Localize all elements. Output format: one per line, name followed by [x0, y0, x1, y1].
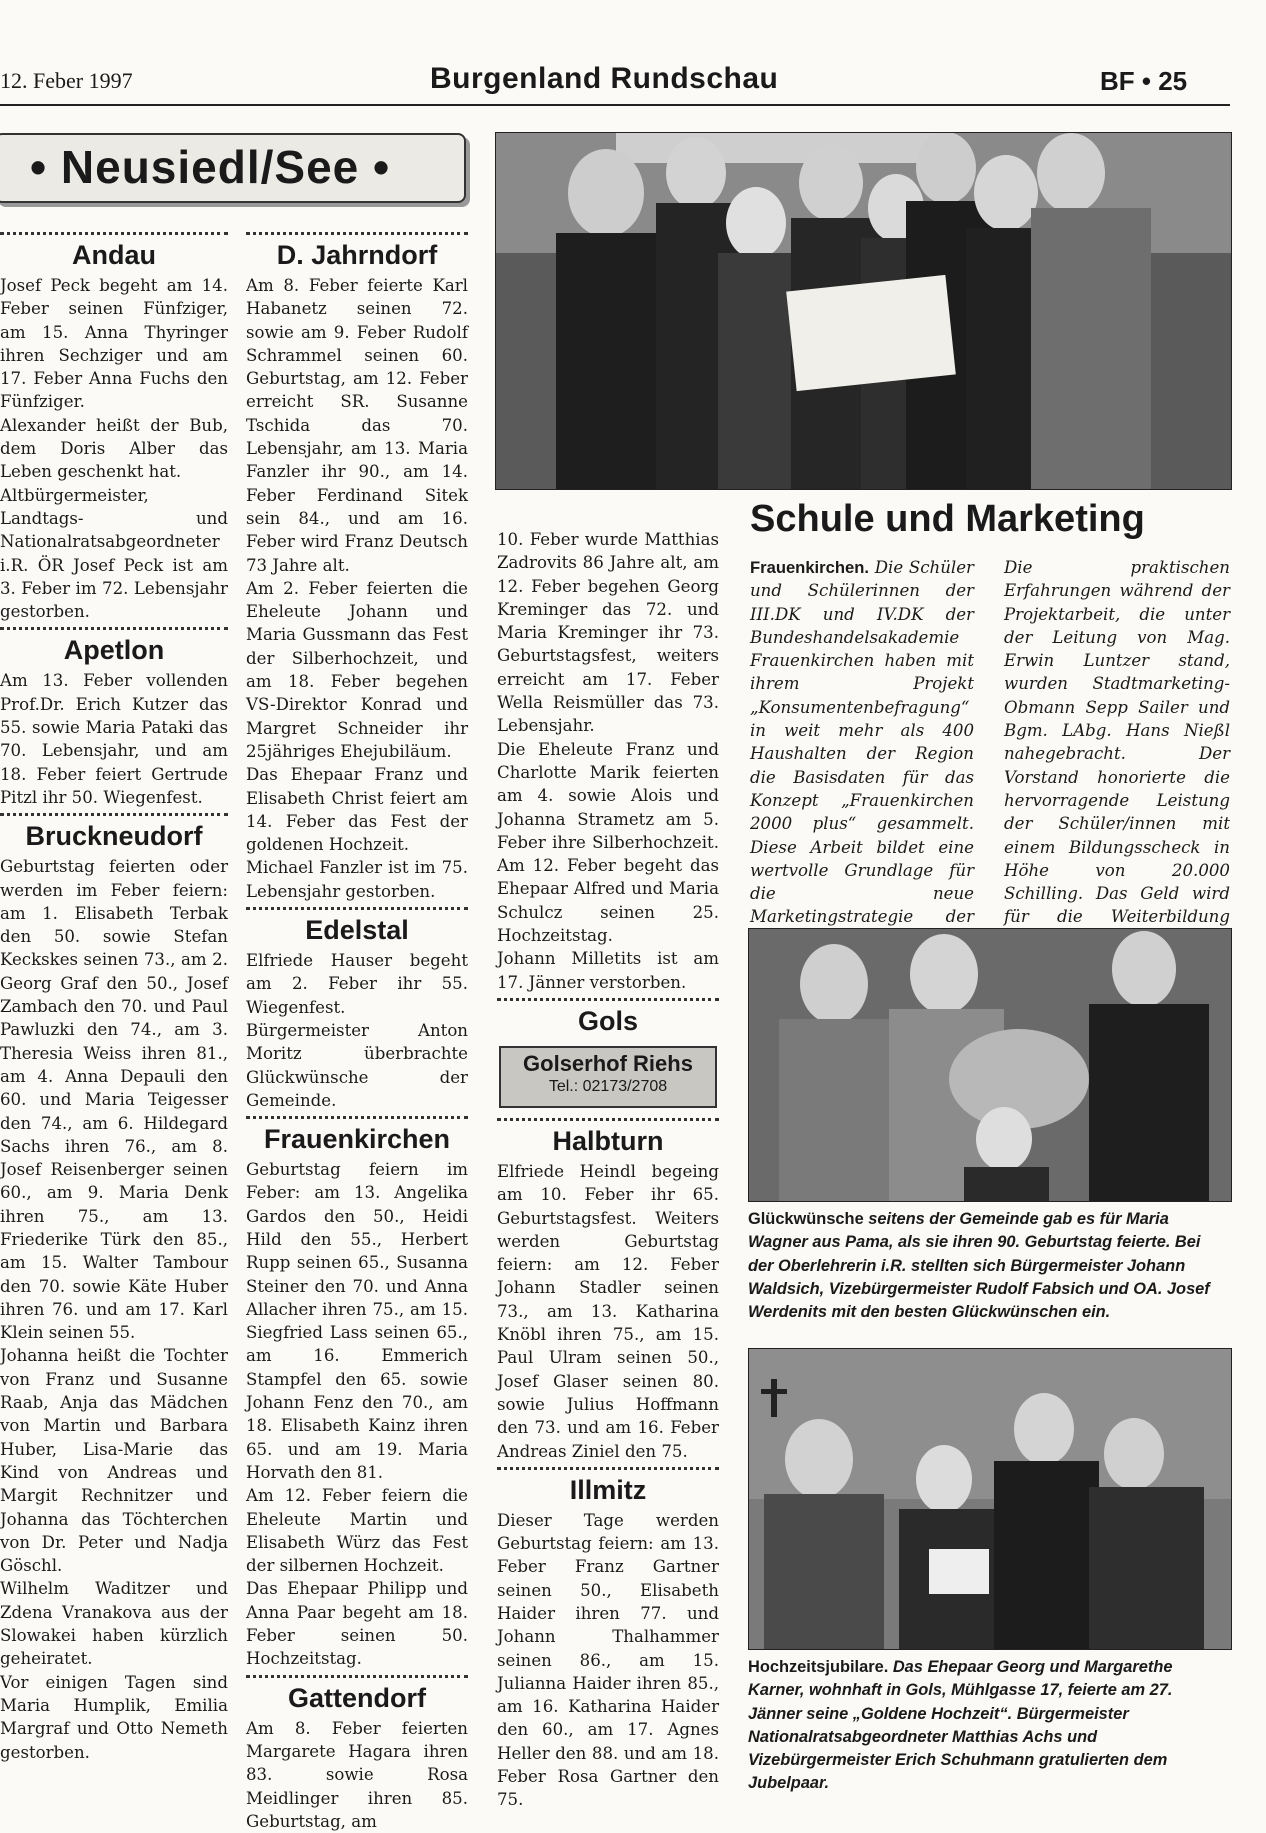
paragraph: Johanna heißt die Tochter von Franz und Susanne Raab, Anja das Mädchen von Martin und Barbara Huber, Lisa-Marie das Kind von Andreas und Margit Rechnitzer und Johanna das Töchterchen von Dr. Peter und Nadja Göschl.	[0, 1346, 228, 1576]
dotted-divider	[0, 232, 228, 235]
ad-name: Golserhof Riehs	[523, 1050, 693, 1076]
paragraph: Am 8. Feber feierte Karl Habanetz seinen 72. sowie am 9. Feber Rudolf Schrammel seinen 60. Geburtstag, am 12. Feber erreicht SR. Susanne Tschida das 70. Lebensjahr, am 13. Maria Fanzler ihr 90., am 14. Feber Ferdinand Sitek sein 84., und am 16. Feber wird Franz Deutsch 73 Jahre alt.	[246, 276, 468, 575]
paragraph: Wilhelm Waditzer und Zdena Vranakova aus der Slowakei haben kürzlich geheiratet.	[0, 1579, 228, 1669]
article-title: Schule und Marketing	[750, 498, 1145, 540]
article-column-2	[1004, 556, 1230, 952]
newspaper-title: Burgenland Rundschau	[430, 62, 779, 95]
heading-jahrndorf: D. Jahrndorf	[276, 240, 438, 270]
dotted-divider	[497, 998, 719, 1001]
article-lead: Frauenkirchen.	[750, 558, 869, 577]
dotted-divider	[246, 1675, 468, 1678]
dotted-divider	[497, 1118, 719, 1121]
ad-telephone: Tel.: 02173/2708	[548, 1078, 668, 1096]
caption-lead: Hochzeitsjubilare.	[748, 1658, 889, 1676]
paragraph: Elfriede Heindl begeing am 10. Feber ihr 65. Geburtstagsfest. Weiters werden Geburtstag feiern: am 12. Feber Johann Stadler seinen 73., am 13. Katharina Knöbl ihren 75., am 15. Paul Ulram seinen 50., Josef Glaser seinen 80. sowie Julius Hoffmann den 73. und am 16. Feber Andreas Ziniel den 75.	[497, 1161, 719, 1461]
heading-andau: Andau	[72, 240, 156, 270]
column-a	[0, 228, 228, 1764]
column-c	[497, 528, 719, 1812]
header-rule	[0, 104, 1230, 106]
heading-gattendorf: Gattendorf	[288, 1682, 426, 1713]
paragraph: Geburtstag feierten oder werden im Feber feiern: am 1. Elisabeth Terbak den 50. sowie Stefan Keckskes seinen 73., am 2. Georg Graf den 50., Josef Zambach den 70. und Paul Pawluzki den 74., am 3. Theresia Weiss ihren 81., am 4. Anna Depauli den 60. und Maria Teigesser den 74., am 6. Hildegard Sachs ihren 76., am 8. Josef Reisenberger seinen 60., am 9. Maria Denk ihren 75., am 13. Friederike Türk den 85., am 15. Walter Tambour den 70. sowie Käte Huber ihren 76. und am 17. Karl Klein seinen 55.	[0, 857, 228, 1343]
advertisement-box	[499, 1046, 717, 1108]
paragraph: Am 12. Feber feiern die Eheleute Martin und Elisabeth Würz das Fest der silbernen Hochzeit.	[246, 1486, 468, 1576]
article-column-1	[750, 556, 974, 952]
dotted-divider	[497, 1467, 719, 1470]
heading-illmitz: Illmitz	[569, 1474, 647, 1505]
paragraph: Johann Milletits ist am 17. Jänner verstorben.	[497, 949, 719, 992]
birthday-photo	[748, 928, 1232, 1202]
paragraph: Geburtstag feiern im Feber: am 13. Angelika Gardos den 50., Heidi Hild den 55., Herbert Rupp seinen 65., Susanna Steiner den 70. und Anna Allacher ihren 75., am 15. Siegfried Lass seinen 65., am 16. Emmerich Stampfel den 65. sowie Johann Fenz den 70., am 18. Elisabeth Kainz ihren 65. und am 19. Maria Horvath den 81.	[246, 1160, 468, 1482]
page-number: BF • 25	[1100, 66, 1188, 96]
paragraph: 10. Feber wurde Matthias Zadrovits 86 Jahre alt, am 12. Feber begehen Georg Kreminger das 72. und Maria Kreminger ihr 73. Geburtstagsfest, weiters erreicht am 17. Feber Wella Reismüller das 73. Lebensjahr.	[497, 530, 719, 736]
paragraph: Elfriede Hauser begeht am 2. Feber ihr 55. Wiegenfest. Bürgermeister Anton Moritz überbrachte Glückwünsche der Gemeinde.	[246, 951, 468, 1110]
paragraph: Dieser Tage werden Geburtstag feiern: am 13. Feber Franz Gartner seinen 50., Elisabeth Haider ihren 77. und Johann Thalhammer seinen 86., am 15. Julianna Haider ihren 85., am 16. Katharina Haider den 60., am 17. Agnes Heller den 88. und am 18. Feber Rosa Gartner den 75.	[497, 1510, 719, 1810]
dotted-divider	[246, 1116, 468, 1119]
heading-apetlon: Apetlon	[63, 635, 165, 666]
paragraph: Am 8. Feber feierten Margarete Hagara ihren 83. sowie Rosa Meidlinger ihren 85. Geburtstag, am	[246, 1718, 468, 1831]
caption-text: seitens der Gemeinde gab es für Maria Wagner aus Pama, als sie ihren 90. Geburtstag feierte. Bei der Oberlehrerin i.R. stellten sich Bürgermeister Johann Waldsich, Vizebürgermeister Rudolf Fabsich und OA. Josef Werdenits mit den besten Glückwünschen ein.	[748, 1210, 1210, 1322]
paragraph: Das Ehepaar Franz und Elisabeth Christ feiert am 14. Feber das Fest der goldenen Hochzeit.	[246, 765, 468, 855]
section-title: • Neusiedl/See •	[30, 141, 391, 193]
column-b	[246, 228, 468, 1833]
paragraph: Das Ehepaar Philipp und Anna Paar begeht am 18. Feber seinen 50. Hochzeitstag.	[246, 1579, 468, 1669]
heading-bruckneudorf: Bruckneudorf	[25, 821, 203, 852]
dotted-divider	[246, 907, 468, 910]
paragraph: Vor einigen Tagen sind Maria Humplik, Emilia Margraf und Otto Nemeth gestorben.	[0, 1672, 228, 1762]
dotted-divider	[246, 232, 468, 235]
photo-caption	[748, 1208, 1230, 1324]
article-text: Die Schüler und Schülerinnen der III.DK und IV.DK der Bundeshandelsakademie Frauenkirchen haben mit ihrem Projekt „Konsumentenbefragung“ in weit mehr als 400 Haushalten der Region die Basisdaten für das Konzept „Frauenkirchen 2000 plus“ gesammelt. Diese Arbeit bildet eine wertvolle Grundlage für die neue Marketingstrategie der	[750, 558, 974, 927]
paragraph: Am 2. Feber feierten die Eheleute Johann und Maria Gussmann das Fest der Silberhochzeit, und am 18. Feber begehen VS-Direktor Konrad und Margret Schneider ihr 25jähriges Ehejubiläum.	[246, 578, 468, 761]
paragraph: Am 13. Feber vollenden Prof.Dr. Erich Kutzer das 55. sowie Maria Pataki das 70. Lebensjahr, und am 18. Feber feiert Gertrude Pitzl ihr 50. Wiegenfest.	[0, 671, 228, 807]
paragraph: Die Eheleute Franz und Charlotte Marik feierten am 4. sowie Alois und Johanna Strametz am 5. Feber ihre Silberhochzeit. Am 12. Feber begeht das Ehepaar Alfred und Maria Schulcz seinen 25. Hochzeitstag.	[497, 739, 719, 946]
photo-caption	[748, 1656, 1230, 1796]
heading-halbturn: Halbturn	[552, 1125, 664, 1156]
heading-gols: Gols	[577, 1005, 638, 1036]
caption-lead: Glückwünsche	[748, 1210, 864, 1228]
paragraph: Alexander heißt der Bub, dem Doris Alber das Leben geschenkt hat.	[0, 415, 228, 482]
heading-frauenkirchen: Frauenkirchen	[263, 1124, 451, 1155]
article-text: Die praktischen Erfahrungen während der Projektarbeit, die unter der Leitung von Mag. Erwin Luntzer stand, wurden Stadtmarketing-Obmann Sepp Sailer und Bgm. LAbg. Hans Nießl nahegebracht. Der Vorstand honorierte die hervorragende Leistung der Schüler/innen mit einem Bildungsscheck in Höhe von 20.000 Schilling. Das Geld wird für die Weiterbildung	[1004, 558, 1230, 927]
issue-date: 12. Feber 1997	[0, 68, 133, 93]
dotted-divider	[0, 627, 228, 630]
group-photo-certificate	[495, 132, 1232, 490]
dotted-divider	[0, 813, 228, 816]
paragraph: Altbürgermeister, Landtags- und Nationalratsabgeordneter i.R. ÖR Josef Peck ist am 3. Feber im 72. Lebensjahr gestorben.	[0, 485, 228, 622]
heading-edelstal: Edelstal	[305, 915, 409, 946]
anniversary-photo	[748, 1348, 1232, 1650]
paragraph: Michael Fanzler ist im 75. Lebensjahr gestorben.	[246, 858, 468, 901]
caption-text: Das Ehepaar Georg und Margarethe Karner, wohnhaft in Gols, Mühlgasse 17, feierte am 27. Jänner seine „Goldene Hochzeit“. Bürgermeister Nationalratsabgeordneter Matthias Achs und Vizebürgermeister Erich Schuhmann gratulierten dem Jubelpaar.	[748, 1658, 1173, 1793]
paragraph: Josef Peck begeht am 14. Feber seinen Fünfziger, am 15. Anna Thyringer ihren Sechziger und am 17. Feber Anna Fuchs den Fünfziger.	[0, 276, 228, 412]
